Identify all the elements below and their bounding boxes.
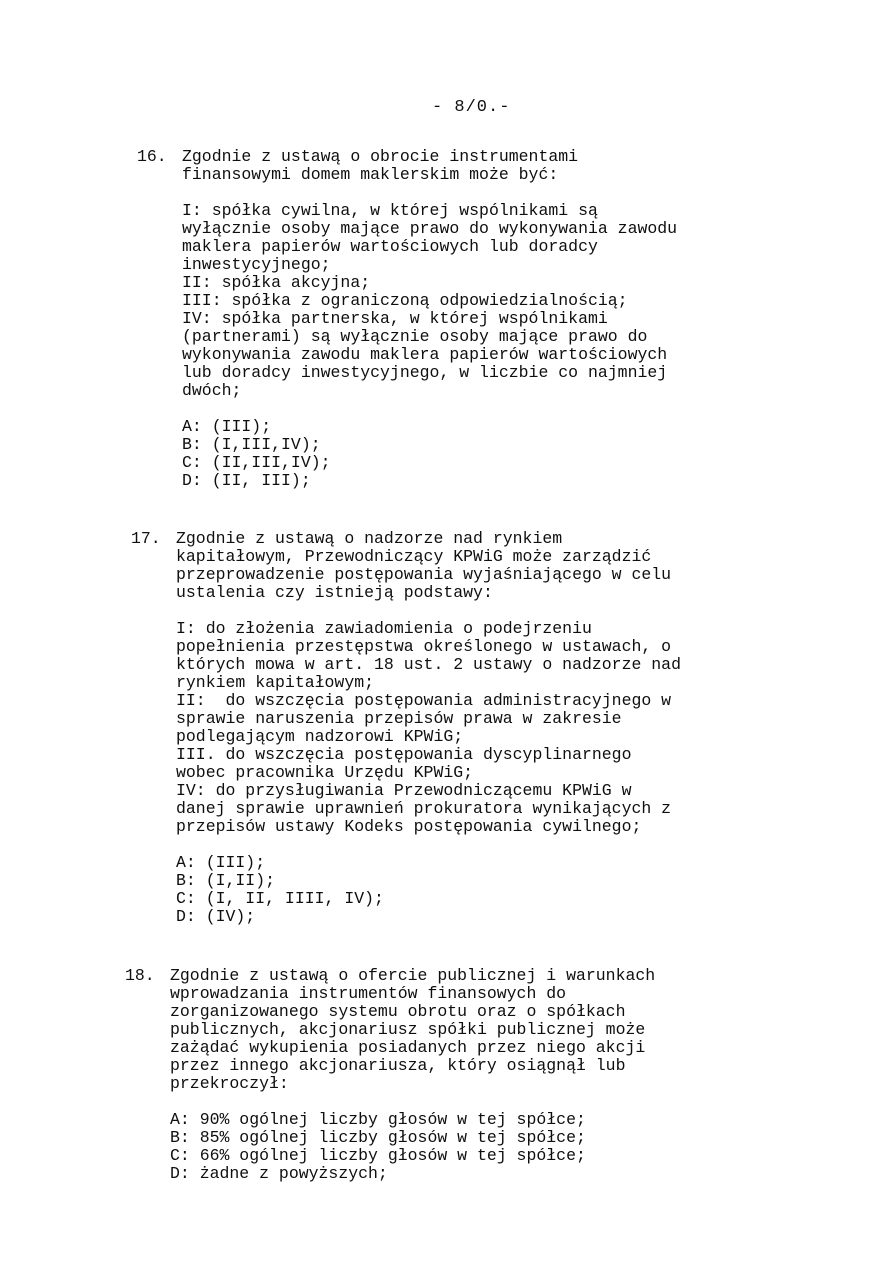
answer-option-c: C: (II,III,IV); xyxy=(182,453,331,472)
stem-line: Zgodnie z ustawą o nadzorze nad rynkiem xyxy=(176,529,563,548)
statement-line: III: spółka z ograniczoną odpowiedzialnością; xyxy=(182,291,628,310)
question-number: 16. xyxy=(137,147,167,166)
statement-line: maklera papierów wartościowych lub doradcy xyxy=(182,237,598,256)
statement-line: IV: spółka partnerska, w której wspólnikami xyxy=(182,309,608,328)
stem-line: kapitałowym, Przewodniczący KPWiG może zarządzić xyxy=(176,547,652,566)
statement-line: dwóch; xyxy=(182,381,242,400)
answer-option-b: B: (I,III,IV); xyxy=(182,435,321,454)
statement-line: danej sprawie uprawnień prokuratora wynikających z xyxy=(176,799,672,818)
answer-option-d: D: (IV); xyxy=(176,907,256,926)
statement-line: wobec pracownika Urzędu KPWiG; xyxy=(176,763,474,782)
answer-option-a: A: (III); xyxy=(176,853,266,872)
stem-line: zorganizowanego systemu obrotu oraz o spółkach xyxy=(170,1002,626,1021)
stem-line: przekroczył: xyxy=(170,1074,289,1093)
statement-line: popełnienia przestępstwa określonego w ustawach, o xyxy=(176,637,672,656)
statement-line: II: do wszczęcia postępowania administracyjnego w xyxy=(176,691,672,710)
statement-line: inwestycyjnego; xyxy=(182,255,331,274)
statement-line: rynkiem kapitałowym; xyxy=(176,673,375,692)
statement-line: III. do wszczęcia postępowania dyscyplinarnego xyxy=(176,745,632,764)
question-body xyxy=(176,530,681,926)
stem-line: finansowymi domem maklerskim może być: xyxy=(182,165,559,184)
statement-line: II: spółka akcyjna; xyxy=(182,273,371,292)
question-body xyxy=(182,148,677,490)
statement-line: IV: do przysługiwania Przewodniczącemu KPWiG w xyxy=(176,781,632,800)
statement-line: wyłącznie osoby mające prawo do wykonywania zawodu xyxy=(182,219,678,238)
stem-line: ustalenia czy istnieją podstawy: xyxy=(176,583,493,602)
answer-option-c: C: 66% ogólnej liczby głosów w tej spółce; xyxy=(170,1146,586,1165)
statement-line: podlegającym nadzorowi KPWiG; xyxy=(176,727,464,746)
answer-option-a: A: (III); xyxy=(182,417,272,436)
statement-line: lub doradcy inwestycyjnego, w liczbie co najmniej xyxy=(182,363,668,382)
question-number: 17. xyxy=(131,529,161,548)
statement-line: wykonywania zawodu maklera papierów wartościowych xyxy=(182,345,668,364)
stem-line: Zgodnie z ustawą o obrocie instrumentami xyxy=(182,147,579,166)
question-body xyxy=(170,967,655,1183)
statement-line: sprawie naruszenia przepisów prawa w zakresie xyxy=(176,709,622,728)
stem-line: publicznych, akcjonariusz spółki publicznej może xyxy=(170,1020,646,1039)
stem-line: przez innego akcjonariusza, który osiągnął lub xyxy=(170,1056,626,1075)
statement-line: przepisów ustawy Kodeks postępowania cywilnego; xyxy=(176,817,642,836)
page-number: - 8/0.- xyxy=(432,98,511,117)
stem-line: zażądać wykupienia posiadanych przez niego akcji xyxy=(170,1038,646,1057)
statement-line: I: spółka cywilna, w której wspólnikami są xyxy=(182,201,598,220)
statement-line: których mowa w art. 18 ust. 2 ustawy o nadzorze nad xyxy=(176,655,681,674)
statement-line: I: do złożenia zawiadomienia o podejrzeniu xyxy=(176,619,592,638)
answer-option-a: A: 90% ogólnej liczby głosów w tej spółce; xyxy=(170,1110,586,1129)
answer-option-d: D: żadne z powyższych; xyxy=(170,1164,388,1183)
answer-option-c: C: (I, II, IIII, IV); xyxy=(176,889,384,908)
statement-line: (partnerami) są wyłącznie osoby mające prawo do xyxy=(182,327,648,346)
answer-option-d: D: (II, III); xyxy=(182,471,311,490)
stem-line: wprowadzania instrumentów finansowych do xyxy=(170,984,567,1003)
answer-option-b: B: (I,II); xyxy=(176,871,276,890)
question-number: 18. xyxy=(125,966,155,985)
stem-line: przeprowadzenie postępowania wyjaśniającego w celu xyxy=(176,565,672,584)
stem-line: Zgodnie z ustawą o ofercie publicznej i warunkach xyxy=(170,966,656,985)
answer-option-b: B: 85% ogólnej liczby głosów w tej spółce; xyxy=(170,1128,586,1147)
